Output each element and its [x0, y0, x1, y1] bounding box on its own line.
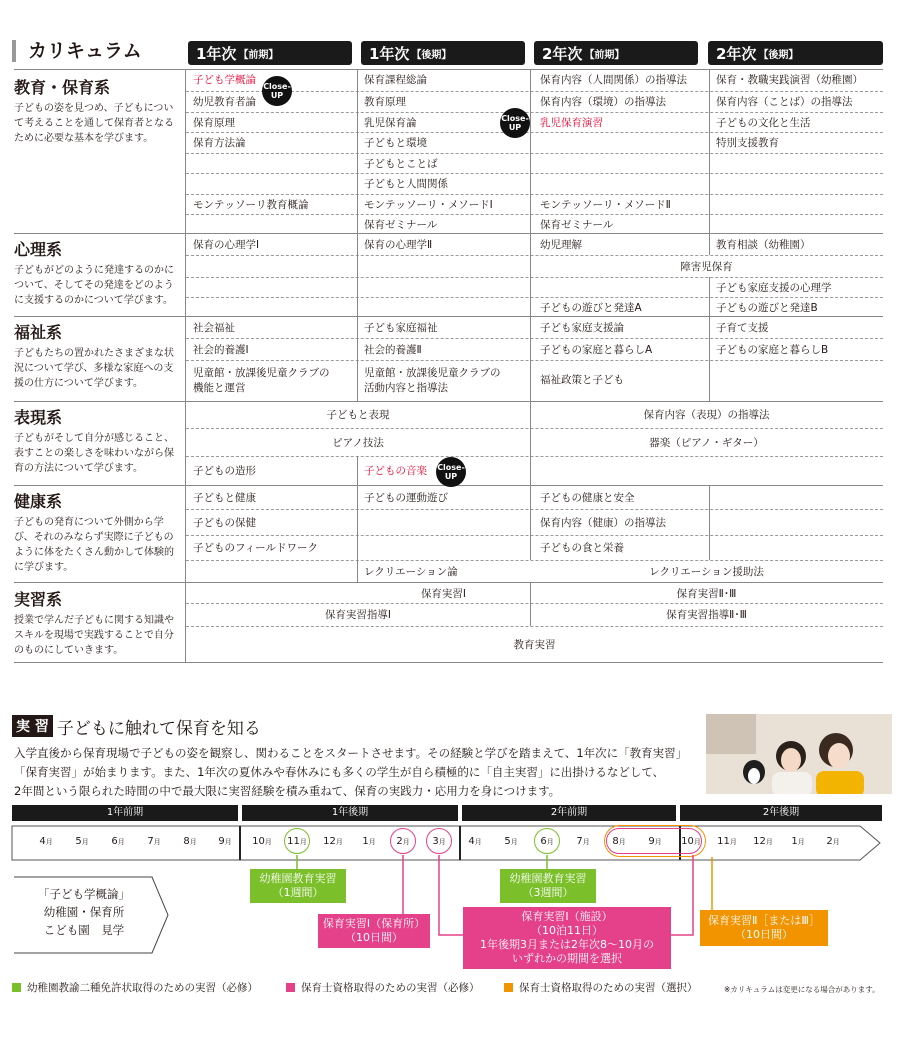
course: 子どもの保健	[193, 517, 256, 529]
month-label: 6月	[111, 836, 125, 847]
course: 子どもの文化と生活	[716, 117, 811, 129]
dash	[186, 360, 883, 361]
course: 教育実習	[513, 639, 556, 651]
legend-orange: 保育士資格取得のための実習（選択）	[504, 980, 698, 995]
note: ※カリキュラムは変更になる場合があります。	[724, 985, 880, 994]
course-nyuji-enshu: 乳児保育演習	[540, 117, 603, 129]
course: 子どもの造形	[193, 465, 256, 477]
row-divider	[14, 316, 883, 317]
category-welfare: 福祉系 子どもたちの置かれたさまざまな状況について学び、多様な家庭への支援の仕方について学びます。	[14, 323, 174, 389]
month-label: 12月	[753, 836, 773, 847]
month-label: 7月	[576, 836, 590, 847]
course: 幼児理解	[540, 239, 582, 251]
dash	[186, 535, 883, 536]
dash	[186, 112, 883, 113]
dash	[186, 509, 883, 510]
month-label: 3月	[432, 836, 446, 847]
nursery-practice-1-nursery: 保育実習Ⅰ（保育所） （10日間）	[318, 914, 430, 948]
month-label: 10月	[681, 836, 701, 847]
row-divider	[14, 662, 883, 663]
dash	[186, 428, 883, 429]
month-label: 4月	[39, 836, 53, 847]
highlight-mar	[426, 828, 452, 854]
term-2b: 2年後期	[680, 805, 882, 821]
course: モンテッソーリ・メソードⅠ	[364, 199, 493, 211]
col-divider	[530, 316, 531, 401]
highlight-aug-oct-orange	[604, 825, 706, 857]
course: 子どものフィールドワーク	[193, 542, 318, 554]
course: 子どもの食と栄養	[540, 542, 624, 554]
row-divider	[14, 401, 883, 402]
col-divider	[709, 277, 710, 317]
course: 保育実習指導Ⅰ	[324, 609, 392, 621]
course: 保育課程総論	[364, 74, 427, 86]
col-divider	[530, 485, 531, 560]
year-header-1a: 1年次 【前期】	[188, 41, 352, 65]
month-label: 2月	[826, 836, 840, 847]
course: 子どもの家庭と暮らしA	[540, 344, 653, 356]
col-divider	[530, 69, 531, 233]
course: 保育実習Ⅱ･Ⅲ	[676, 588, 737, 600]
course: 保育内容（健康）の指導法	[540, 517, 666, 529]
col-divider	[357, 316, 358, 401]
curriculum-title: カリキュラム	[12, 40, 142, 62]
col-divider	[357, 485, 358, 582]
course: 子どもと人間関係	[364, 178, 448, 190]
course: 保育内容（環境）の指導法	[540, 96, 666, 108]
term-1a: 1年前期	[12, 805, 238, 821]
dash	[186, 338, 883, 339]
legend-green: 幼稚園教諭二種免許状取得のための実習（必修）	[12, 980, 258, 995]
course: 子どもの遊びと発達A	[540, 302, 642, 314]
course: 児童館・放課後児童クラブの	[364, 367, 501, 379]
close-up-badge[interactable]: Close-UP	[262, 76, 292, 106]
category-practice: 実習系 授業で学んだ子どもに関する知識やスキルを現場で実践することで自分のものにしていきます。	[14, 590, 174, 656]
course: 教育相談（幼稚園）	[716, 239, 811, 251]
nursery-practice-1-facility: 保育実習Ⅰ（施設） （10泊11日） 1年後期3月または2年次8～10月の いずれかの期間を選択	[463, 907, 671, 969]
category-education: 教育・保育系 子どもの姿を見つめ、子どもについて考えることを通して保育者となるために必要な基本を学びます。	[14, 78, 174, 144]
close-up-badge[interactable]: Close-UP	[436, 457, 466, 487]
month-label: 9月	[218, 836, 232, 847]
course: レクリエーション論	[364, 566, 458, 578]
dash	[186, 297, 883, 298]
course: レクリエーション援助法	[649, 566, 764, 578]
term-2a: 2年前期	[462, 805, 676, 821]
course: 児童館・放課後児童クラブの	[193, 367, 330, 379]
course: 保育ゼミナール	[540, 219, 614, 231]
legend-pink: 保育士資格取得のための実習（必修）	[286, 980, 480, 995]
dash	[186, 173, 883, 174]
kindergarten-practice-1week: 幼稚園教育実習 （1週間）	[250, 869, 346, 903]
course: 子ども家庭支援論	[540, 322, 624, 334]
course: 乳児保育論	[364, 117, 417, 129]
month-label: 9月	[648, 836, 662, 847]
month-label: 11月	[287, 836, 307, 847]
dash	[186, 456, 883, 457]
month-label: 4月	[468, 836, 482, 847]
course: ピアノ技法	[332, 437, 384, 449]
course: 子どもとことば	[364, 158, 438, 170]
col-divider	[357, 69, 358, 233]
term-1b: 1年後期	[242, 805, 458, 821]
course: モンテッソーリ教育概論	[193, 199, 309, 211]
course: 子どもの遊びと発達B	[716, 302, 818, 314]
course: 子どもの健康と安全	[540, 492, 635, 504]
month-label: 1月	[791, 836, 805, 847]
row-divider	[14, 233, 883, 234]
month-label: 11月	[717, 836, 737, 847]
highlight-nov	[284, 828, 310, 854]
month-label: 8月	[612, 836, 626, 847]
course: 社会的養護Ⅱ	[364, 344, 422, 356]
course: 子育て支援	[716, 322, 769, 334]
course: 保育内容（表現）の指導法	[643, 409, 770, 421]
col-divider	[709, 485, 710, 560]
course: 器楽（ピアノ・ギター）	[649, 437, 764, 449]
dash	[186, 153, 883, 154]
course: 福祉政策と子ども	[540, 374, 624, 386]
course: 特別支援教育	[716, 137, 779, 149]
month-label: 6月	[540, 836, 554, 847]
course: 活動内容と指導法	[364, 382, 448, 394]
dash	[186, 277, 883, 278]
month-label: 1月	[362, 836, 376, 847]
highlight-feb	[390, 828, 416, 854]
dash	[186, 194, 883, 195]
course: 保育ゼミナール	[364, 219, 438, 231]
month-label: 8月	[183, 836, 197, 847]
course: 社会福祉	[193, 322, 235, 334]
dash	[186, 132, 883, 133]
col-divider	[709, 233, 710, 255]
dash	[186, 255, 883, 256]
col-divider	[357, 233, 358, 317]
highlight-jun	[534, 828, 560, 854]
category-expression: 表現系 子どもがそして自分が感じること、表すことの楽しさを味わいながら保育の方法について学びます。	[14, 408, 174, 474]
course: 子ども家庭福祉	[364, 322, 438, 334]
category-psychology: 心理系 子どもがどのように発達するのかについて、そしてその発達をどのように支援するのかについて学びます。	[14, 240, 174, 306]
col-divider	[709, 316, 710, 401]
year-header-2a: 2年次 【前期】	[534, 41, 698, 65]
course: 子ども家庭支援の心理学	[716, 282, 832, 294]
course: 保育・教職実践演習（幼稚園）	[716, 74, 863, 86]
dash	[186, 214, 883, 215]
course: 子どもと環境	[364, 137, 427, 149]
nursery-practice-2-3: 保育実習Ⅱ［またはⅢ］ （10日間）	[700, 910, 828, 946]
kindergarten-practice-3weeks: 幼稚園教育実習 （3週間）	[500, 869, 596, 903]
month-label: 7月	[147, 836, 161, 847]
course: 保育方法論	[193, 137, 246, 149]
course-kodomo-ongaku: 子どもの音楽	[364, 465, 427, 477]
course: 保育の心理学Ⅰ	[193, 239, 260, 251]
row-divider	[14, 69, 883, 70]
course: 子どもと表現	[326, 409, 390, 421]
course: 機能と運営	[193, 382, 246, 394]
course: 子どもの運動遊び	[364, 492, 448, 504]
month-label: 5月	[75, 836, 89, 847]
dash	[186, 560, 883, 561]
course-kodomogaku: 子ども学概論	[193, 74, 256, 86]
col-divider	[709, 69, 710, 233]
observation-box: 「子ども学概論」 幼稚園・保育所 こども園 見学	[38, 887, 130, 937]
row-divider	[14, 582, 883, 583]
course: 障害児保育	[680, 261, 733, 273]
dash	[186, 603, 883, 604]
course: 社会的養護Ⅰ	[193, 344, 249, 356]
month-label: 12月	[323, 836, 343, 847]
category-health: 健康系 子どもの発育について外側から学び、それのみならず実際に子どものように体をたくさん動かして体験的に学びます。	[14, 492, 174, 573]
course: 幼児教育者論	[193, 96, 256, 108]
course: 保育原理	[193, 117, 235, 129]
course: 保育内容（人間関係）の指導法	[540, 74, 687, 86]
year-header-2b: 2年次 【後期】	[708, 41, 883, 65]
dash	[186, 626, 883, 627]
course: 保育内容（ことば）の指導法	[716, 96, 853, 108]
course: 子どもと健康	[193, 492, 256, 504]
students-photo	[706, 714, 892, 794]
month-label: 2月	[396, 836, 410, 847]
course: 保育の心理学Ⅱ	[364, 239, 433, 251]
month-label: 5月	[504, 836, 518, 847]
course: 子どもの家庭と暮らしB	[716, 344, 829, 356]
practice-heading: 実 習 子どもに触れて保育を知る	[12, 716, 261, 736]
month-label: 10月	[252, 836, 272, 847]
close-up-badge[interactable]: Close-UP	[500, 108, 530, 138]
course: 保育実習指導Ⅱ･Ⅲ	[666, 609, 747, 621]
col-divider	[357, 456, 358, 485]
course: 教育原理	[364, 96, 406, 108]
course: 保育実習Ⅰ	[420, 588, 467, 600]
col-divider	[530, 233, 531, 317]
practice-intro: 入学直後から保育現場で子どもの姿を観察し、関わることをスタートさせます。その経験と学びを踏まえて、1年次に「教育実習」 「保育実習」が始まります。また、1年次の夏休みや春休みにも多くの学生が自ら積極的に「自主実習」に出掛けるなどして、 2年間という限られた時間の中で最大限に実習経験を積み重ねて、保育の実践力・応用力を身につけます。	[14, 746, 688, 798]
course: モンテッソーリ・メソードⅡ	[540, 199, 671, 211]
year-header-1b: 1年次 【後期】	[361, 41, 525, 65]
col-divider	[185, 69, 186, 662]
